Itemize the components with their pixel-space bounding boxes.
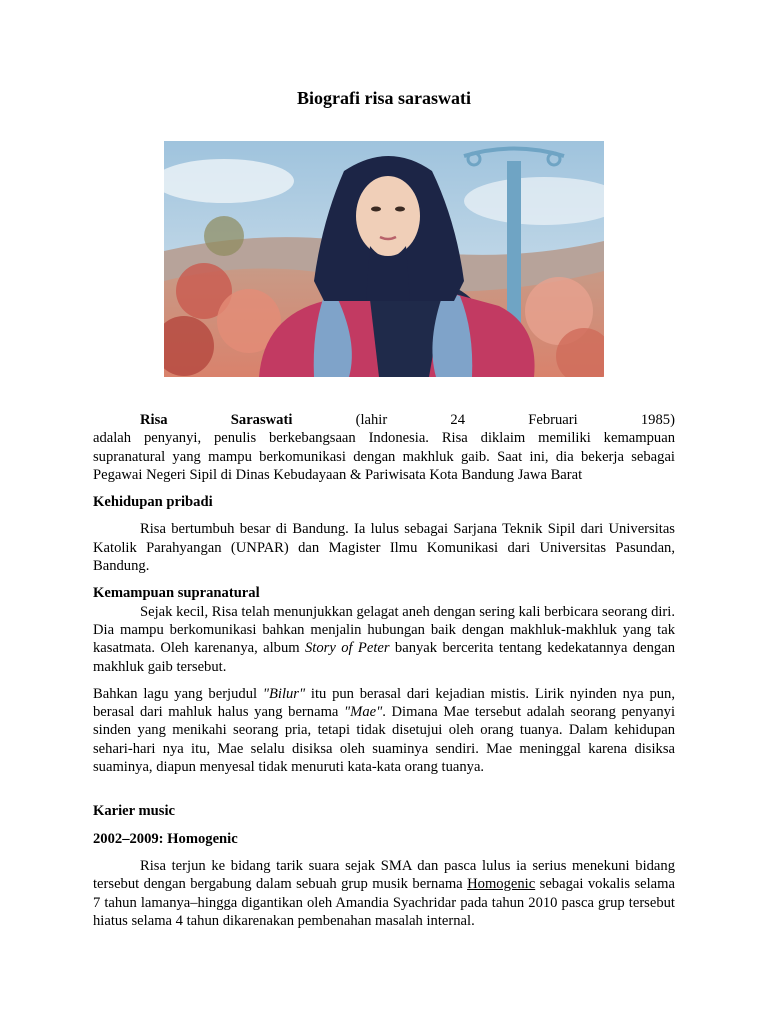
personal-life-paragraph: Risa bertumbuh besar di Bandung. Ia lulus sebagai Sarjana Teknik Sipil dari Universitas Katolik Parahyangan (UNPAR) dan Magister Ilmu Komunikasi dari Universitas Pasundan, Bandung. bbox=[93, 521, 675, 575]
subject-first-name: Risa bbox=[140, 412, 168, 428]
intro-word: (lahir bbox=[355, 412, 388, 428]
homogenic-link[interactable]: Homogenic bbox=[467, 876, 536, 893]
supernatural-paragraph-2: Bahkan lagu yang berjudul "Bilur" itu pun berasal dari kejadian mistis. Lirik nyinden nya pun, berasal dari mahluk halus yang bernama "Mae". Dimana Mae tersebut adalah seorang penyanyi sinden yang menikahi seorang pria, tetapi tidak disetujui oleh orang tuanya. Dalam kehidupan sehari-hari nya itu, Mae selalu disiksa oleh suaminya sendiri. Mae meninggal karena disiksa suaminya, diapun menyesal tidak menuruti kata-kata orang tuanya. bbox=[93, 685, 676, 776]
page-title: Biografi risa saraswati bbox=[297, 88, 471, 108]
album-title: Story of Peter bbox=[305, 640, 390, 657]
intro-word: 1985) bbox=[640, 412, 675, 428]
song-title: "Bilur" bbox=[262, 685, 306, 702]
intro-word: Februari bbox=[528, 412, 578, 428]
intro-first-line bbox=[93, 411, 675, 429]
section-heading-personal-life: Kehidupan pribadi bbox=[93, 494, 213, 511]
spirit-name: "Mae" bbox=[344, 704, 383, 721]
subsection-heading-homogenic: 2002–2009: Homogenic bbox=[93, 830, 238, 847]
intro-paragraph: adalah penyanyi, penulis berkebangsaan Indonesia. Risa diklaim memiliki kemampuan supranatural yang mampu berkomunikasi dengan makhluk gaib. Saat ini, dia bekerja sebagai Pegawai Negeri Sipil di Dinas Kebudayaan & Pariwisata Kota Bandung Jawa Barat bbox=[93, 430, 675, 483]
subject-last-name: Saraswati bbox=[230, 412, 293, 428]
portrait-photo bbox=[164, 141, 604, 377]
section-heading-music-career: Karier music bbox=[93, 803, 176, 820]
intro-word: 24 bbox=[450, 412, 466, 428]
section-heading-supernatural: Kemampuan supranatural bbox=[93, 585, 260, 602]
document-body bbox=[93, 411, 675, 930]
music-career-paragraph: Risa terjun ke bidang tarik suara sejak SMA dan pasca lulus ia serius menekuni bidang tersebut dengan bergabung dalam sebuah grup musik bernama Homogenic sebagai vokalis selama 7 tahun lamanya–hingga digantikan oleh Amandia Syachridar pada tahun 2010 pasca grup tersebut hiatus selama 4 tahun dikarenakan pembenahan masalah internal. bbox=[93, 857, 675, 929]
supernatural-paragraph-1: Sejak kecil, Risa telah menunjukkan gelagat aneh dengan sering kali berbicara seorang diri. Dia mampu berkomunikasi bahkan menjalin hubungan baik dengan makhluk-makhluk yang tak kasatmata. Oleh karenanya, album Story of Peter banyak bercerita tentang kedekatannya dengan makhluk gaib tersebut. bbox=[93, 603, 675, 675]
